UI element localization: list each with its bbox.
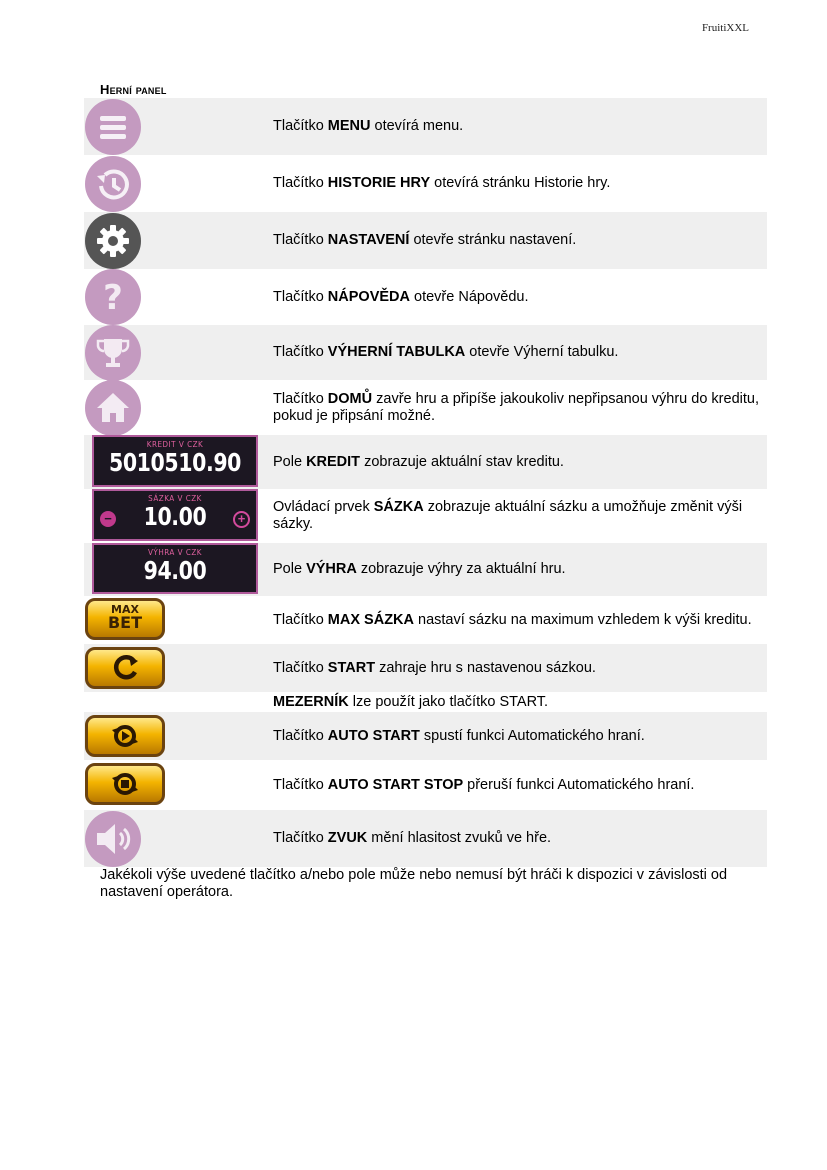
credit-value: 5010510.90 <box>108 448 242 477</box>
row-description: Tlačítko NASTAVENÍ otevře stránku nastavení. <box>273 232 577 248</box>
max-bet-button[interactable] <box>85 598 165 640</box>
trophy-icon[interactable] <box>85 325 141 381</box>
max-bet-line1: MAX <box>111 603 139 616</box>
win-field <box>92 543 258 594</box>
row-description: Tlačítko MAX SÁZKA nastaví sázku na maximum vzhledem k výši kreditu. <box>273 611 752 628</box>
history-icon[interactable] <box>85 156 141 212</box>
brand-name: FruitiXXL <box>701 22 749 34</box>
auto-start-stop-button[interactable] <box>85 763 165 805</box>
table-row <box>84 380 767 435</box>
home-icon[interactable] <box>85 380 141 436</box>
table-row <box>84 712 767 760</box>
row-description: Pole KREDIT zobrazuje aktuální stav kreditu. <box>273 453 564 470</box>
table-row <box>84 435 767 489</box>
row-description: Tlačítko DOMŮ zavře hru a připíše jakoukoliv nepřipsanou výhru do kreditu, pokud je připsání možné. <box>273 390 759 424</box>
table-row <box>84 644 767 692</box>
row-description: Tlačítko START zahraje hru s nastavenou sázkou. <box>273 659 596 676</box>
row-description: Tlačítko AUTO START STOP přeruší funkci Automatického hraní. <box>273 776 695 793</box>
row-description: Ovládací prvek SÁZKA zobrazuje aktuální sázku a umožňuje změnit výši sázky. <box>273 499 743 532</box>
svg-text:?: ? <box>103 278 123 318</box>
section-title: Herní panel <box>100 82 167 97</box>
help-icon[interactable] <box>85 269 141 325</box>
credit-field <box>92 435 258 487</box>
row-description: Tlačítko HISTORIE HRY otevírá stránku Historie hry. <box>273 175 611 191</box>
bet-decrease-button[interactable]: − <box>100 511 116 527</box>
table-row <box>84 543 767 596</box>
win-value: 94.00 <box>143 556 207 585</box>
table-row <box>84 760 767 810</box>
table-row <box>84 155 767 212</box>
table-row <box>84 692 767 712</box>
row-description: Tlačítko VÝHERNÍ TABULKA otevře Výherní tabulku. <box>273 344 619 360</box>
table-row <box>84 212 767 269</box>
table-row <box>84 325 767 380</box>
row-description: MEZERNÍK lze použít jako tlačítko START. <box>273 693 549 710</box>
table-row <box>84 269 767 325</box>
row-description: Tlačítko NÁPOVĚDA otevře Nápovědu. <box>273 288 529 305</box>
row-description: Tlačítko ZVUK mění hlasitost zvuků ve hře. <box>273 830 552 846</box>
max-bet-line2: BET <box>107 613 143 632</box>
menu-icon[interactable] <box>85 99 141 155</box>
bet-value: 10.00 <box>143 502 207 531</box>
win-label: VÝHRA V CZK <box>148 548 202 557</box>
row-description: Tlačítko MENU otevírá menu. <box>273 118 464 134</box>
row-description: Tlačítko AUTO START spustí funkci Automatického hraní. <box>273 727 645 744</box>
bet-label: SÁZKA V CZK <box>148 494 202 503</box>
table-row <box>84 810 767 867</box>
availability-note: Jakékoli výše uvedené tlačítko a/nebo pole může nebo nemusí být hráči k dispozici v závislosti od nastavení operátora. <box>100 867 728 900</box>
credit-label: KREDIT V CZK <box>146 440 204 449</box>
table-row <box>84 98 767 155</box>
gear-icon[interactable] <box>85 213 141 269</box>
table-row <box>84 489 767 543</box>
table-row <box>84 596 767 644</box>
sound-icon[interactable] <box>85 811 141 867</box>
bet-control <box>92 489 258 541</box>
start-button[interactable] <box>85 647 165 689</box>
row-description: Pole VÝHRA zobrazuje výhry za aktuální hru. <box>273 561 566 577</box>
bet-increase-button[interactable]: + <box>233 511 250 528</box>
auto-start-button[interactable] <box>85 715 165 757</box>
game-panel-table <box>84 98 767 867</box>
